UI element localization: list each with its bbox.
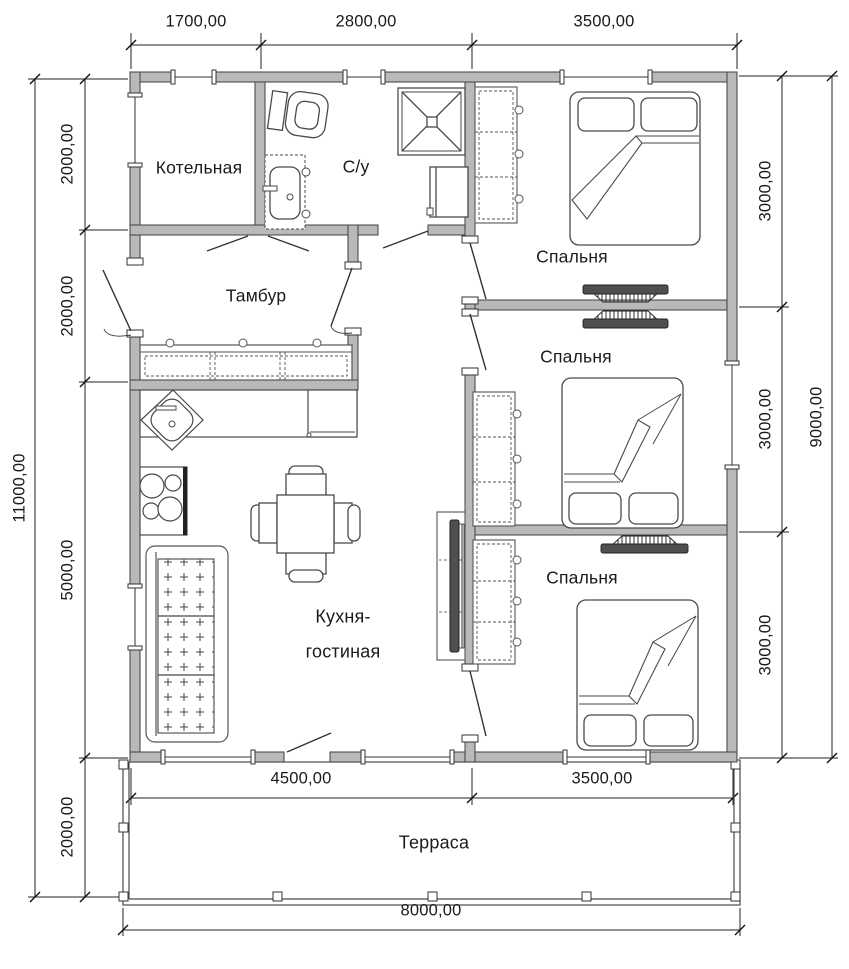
dim-right-total: 9000,00 bbox=[807, 386, 826, 448]
washing-machine-icon bbox=[427, 167, 468, 217]
dim-top-1: 1700,00 bbox=[165, 12, 227, 31]
room-label-terrace: Терраса bbox=[398, 832, 470, 853]
dim-middle-1: 4500,00 bbox=[270, 769, 332, 788]
tv-bedroom1-icon bbox=[583, 285, 668, 302]
tv-bedroom3-icon bbox=[601, 536, 688, 553]
dim-left-total: 11000,00 bbox=[10, 453, 29, 523]
bathroom-sink-icon bbox=[263, 155, 310, 229]
tv-bedroom2-icon bbox=[583, 311, 668, 328]
dim-left-4: 2000,00 bbox=[58, 796, 77, 858]
sofa-icon bbox=[146, 546, 228, 742]
dim-top-3: 3500,00 bbox=[573, 12, 635, 31]
room-label-kitchen-line2: гостиная bbox=[305, 641, 381, 662]
dim-middle-2: 3500,00 bbox=[571, 769, 633, 788]
dim-right-3: 3000,00 bbox=[756, 614, 775, 676]
room-label-bathroom: С/у bbox=[342, 156, 370, 177]
fridge-icon bbox=[308, 390, 357, 437]
bed-3 bbox=[577, 600, 698, 750]
dim-right-2: 3000,00 bbox=[756, 388, 775, 450]
dining-table bbox=[251, 466, 360, 582]
wardrobes bbox=[473, 87, 523, 664]
toilet-icon bbox=[267, 88, 330, 140]
room-label-bedroom1: Спальня bbox=[536, 246, 608, 267]
stove-icon bbox=[140, 467, 187, 535]
dim-left-3: 5000,00 bbox=[58, 539, 77, 601]
dim-left-1: 2000,00 bbox=[58, 123, 77, 185]
bed-2 bbox=[562, 378, 683, 528]
dim-bottom-total: 8000,00 bbox=[400, 901, 462, 920]
shower-icon bbox=[398, 88, 465, 155]
closet bbox=[140, 339, 352, 380]
dim-top-2: 2800,00 bbox=[335, 12, 397, 31]
dim-right-1: 3000,00 bbox=[756, 160, 775, 222]
dim-left-2: 2000,00 bbox=[58, 275, 77, 337]
tv-living-icon bbox=[437, 512, 465, 660]
room-label-boiler: Котельная bbox=[155, 157, 243, 178]
room-label-bedroom3: Спальня bbox=[546, 567, 618, 588]
terrace-posts bbox=[119, 760, 740, 901]
room-label-vestibule: Тамбур bbox=[225, 285, 287, 306]
room-label-kitchen-line1: Кухня- bbox=[315, 606, 371, 627]
bed-1 bbox=[570, 92, 700, 245]
room-label-bedroom2: Спальня bbox=[540, 346, 612, 367]
